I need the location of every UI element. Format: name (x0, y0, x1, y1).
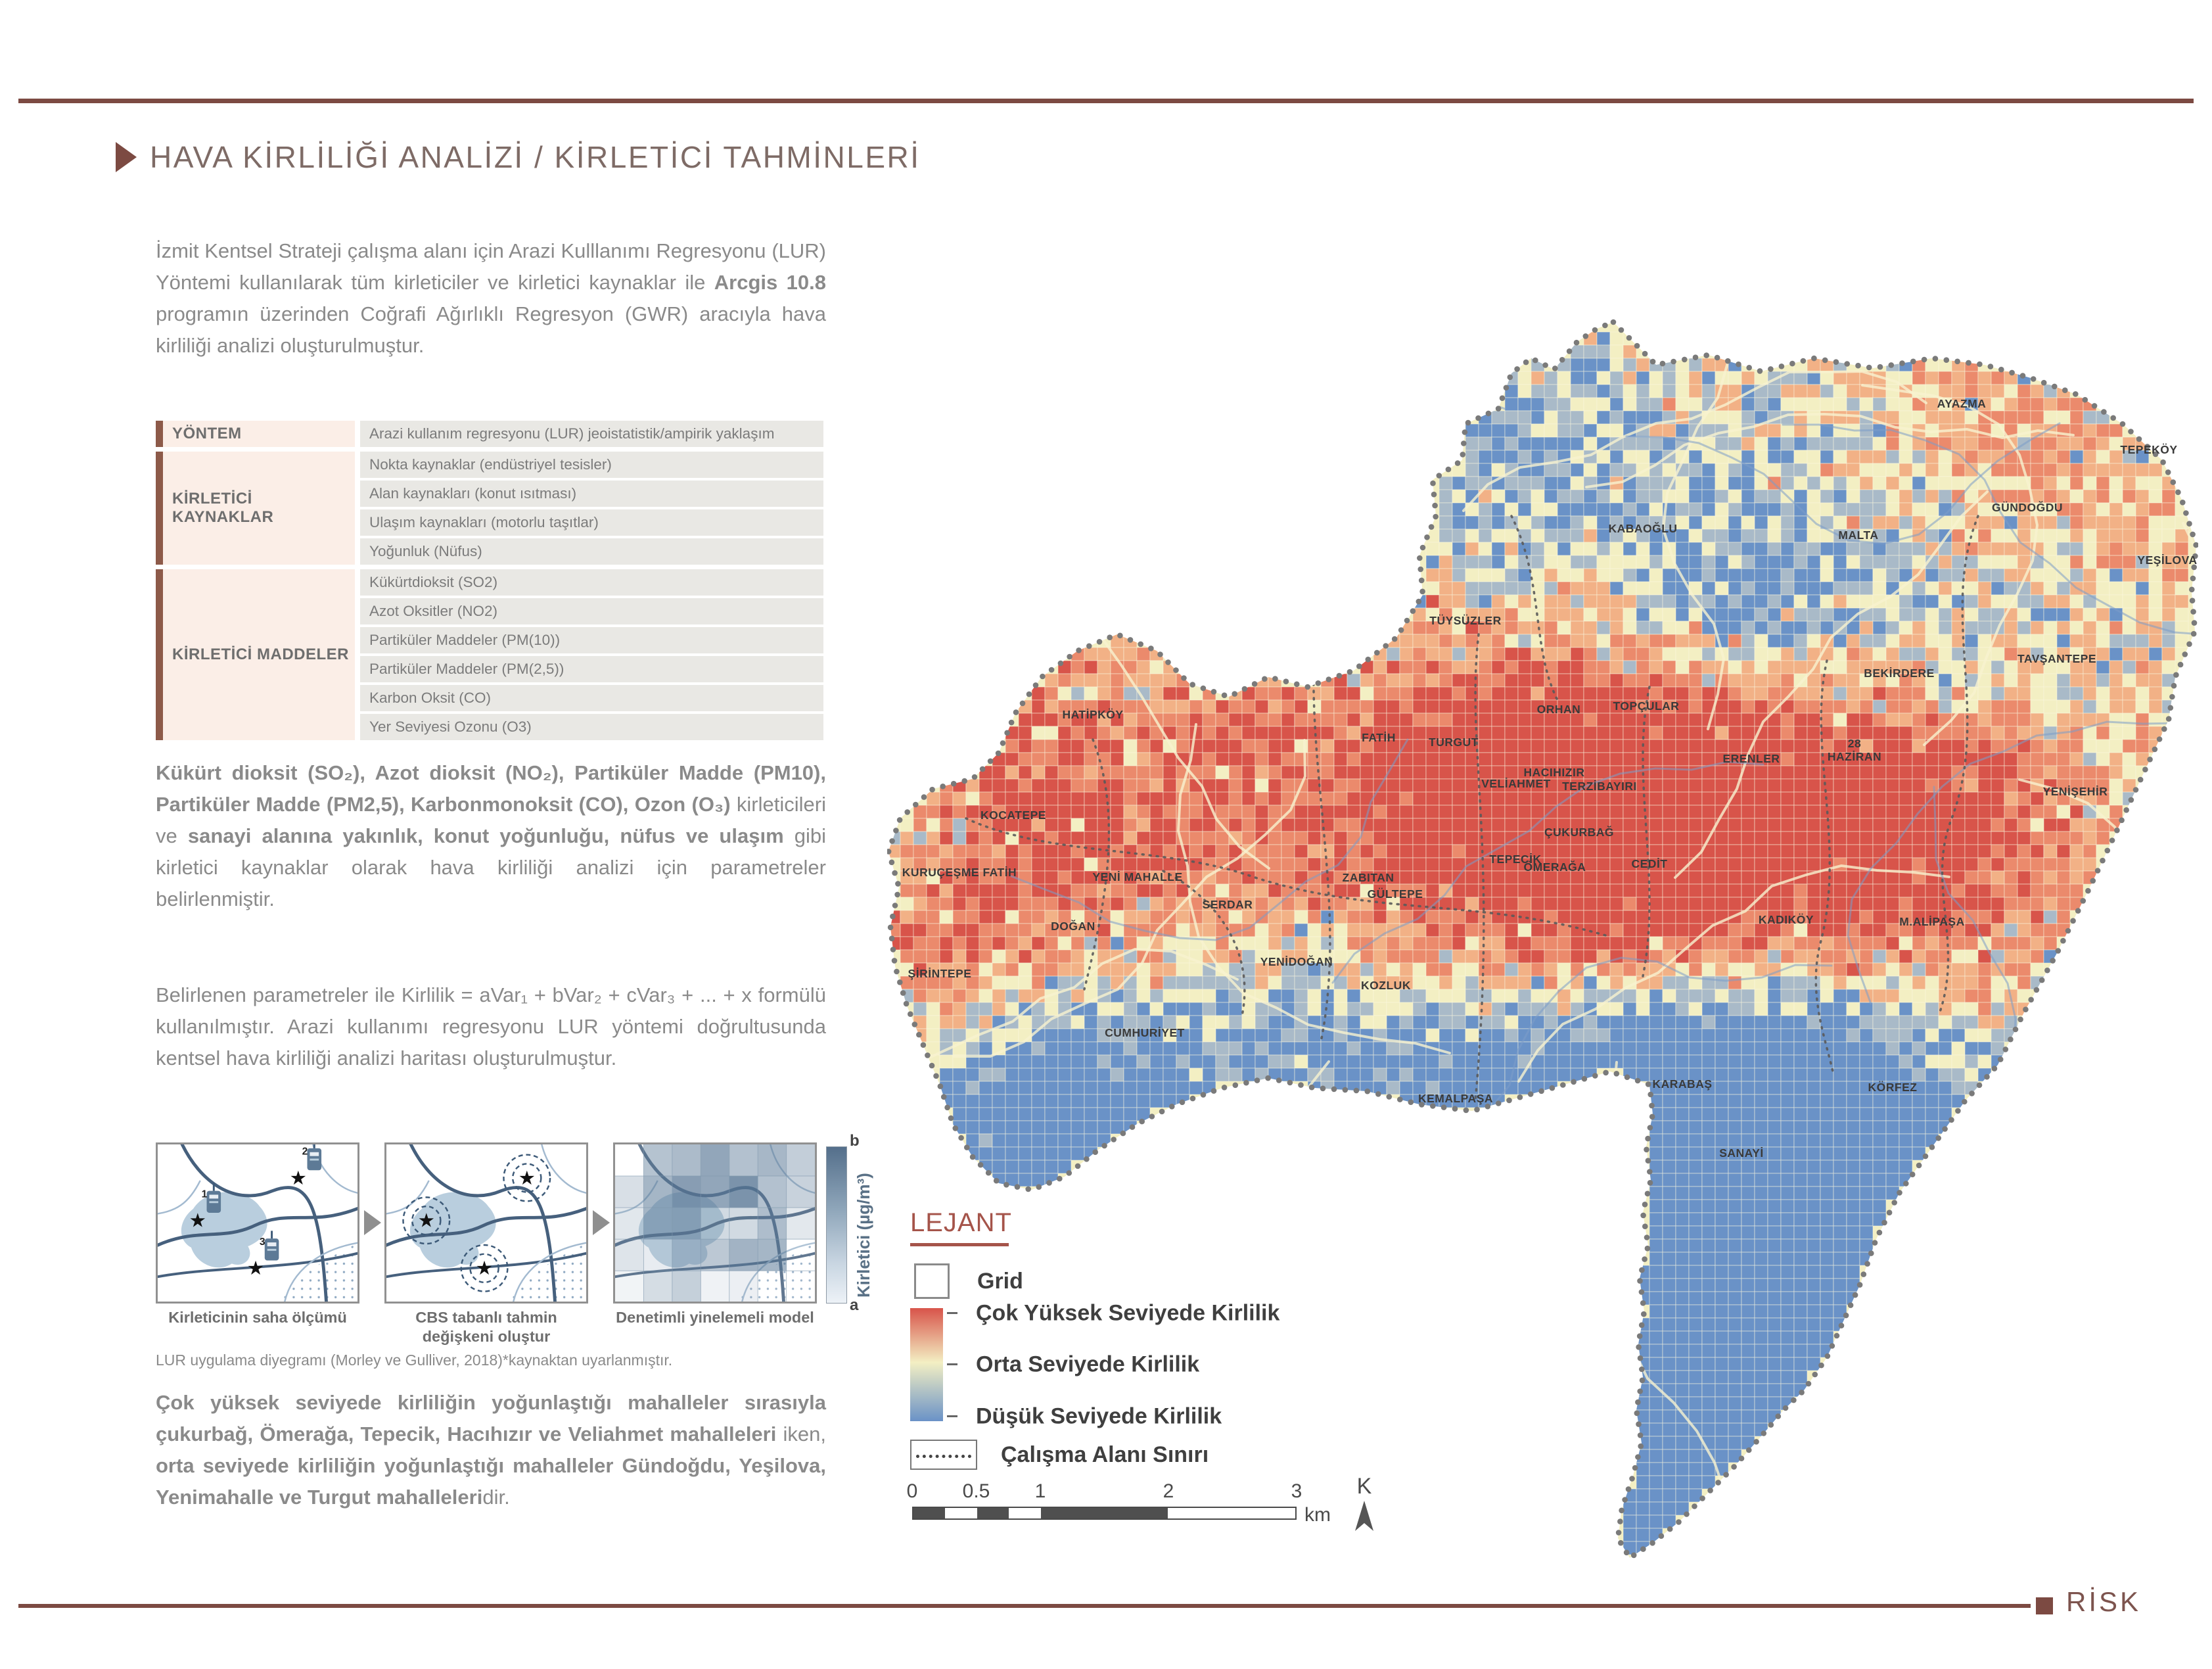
north-arrow-icon (1350, 1499, 1379, 1534)
legend-item-label: Orta Seviyede Kirlilik (976, 1352, 1200, 1377)
map-label: SANAYİ (1719, 1146, 1764, 1160)
scale-tick-label: 0.5 (962, 1480, 990, 1502)
legend-title-underline (910, 1243, 1009, 1246)
svg-text:★: ★ (475, 1258, 494, 1280)
map-label: ERENLER (1722, 752, 1780, 765)
map-label: ZABITAN (1342, 871, 1394, 884)
brand-label: RİSK (2066, 1586, 2142, 1617)
table-row: Alan kaynakları (konut ısıtması) (360, 481, 823, 507)
map-label: KEMALPAŞA (1417, 1092, 1494, 1105)
legend-item-grid (914, 1263, 1357, 1299)
table-group (156, 421, 823, 447)
table-row: Azot Oksitler (NO2) (360, 598, 823, 624)
map-label: ORHAN (1536, 703, 1581, 716)
map-label: TÜYSÜZLER (1429, 614, 1502, 627)
scale-tick-label: 0 (906, 1480, 918, 1502)
colorbar-bottom-letter: a (850, 1296, 859, 1314)
table-row: Partiküler Maddeler (PM(2,5)) (360, 656, 823, 682)
scale-unit-label: km (1304, 1504, 1331, 1526)
map-label: YENİŞEHİR (2042, 785, 2108, 798)
table-row: Nokta kaynaklar (endüstriyel tesisler) (360, 452, 823, 478)
grid-swatch (914, 1263, 950, 1299)
legend-item-label: Düşük Seviyede Kirlilik (976, 1403, 1222, 1429)
diagram-supervised-model (613, 1142, 817, 1304)
table-group-label: KİRLETİCİ MADDELER (156, 569, 355, 740)
lur-diagram-strip (156, 1132, 892, 1359)
map-label: KOCATEPE (980, 809, 1046, 822)
legend (910, 1208, 1357, 1470)
map-label: BEKİRDERE (1864, 667, 1935, 680)
map-label: FATİH (1362, 731, 1396, 744)
map-label: AYAZMA (1937, 397, 1987, 410)
map-label: YEŞİLOVA (2137, 553, 2198, 567)
study-area-swatch (910, 1440, 977, 1470)
legend-gradient (910, 1300, 1357, 1429)
svg-text:★: ★ (417, 1210, 435, 1232)
map-label: HATİPKÖY (1062, 708, 1124, 721)
arrow-right-icon (593, 1210, 610, 1235)
map-label: GÜNDOĞDU (1991, 501, 2063, 514)
map-label: KADIKÖY (1758, 913, 1814, 926)
table-group-label: KİRLETİCİ KAYNAKLAR (156, 452, 355, 565)
pollution-gradient-swatch (910, 1308, 943, 1421)
diagram-source-note: LUR uygulama diyegramı (Morley ve Gulliver, 2018)*kaynaktan uyarlanmıştır. (156, 1352, 673, 1369)
map-label: TEPEKÖY (2120, 443, 2178, 456)
svg-text:★: ★ (518, 1167, 536, 1189)
svg-text:1: 1 (201, 1188, 208, 1200)
legend-item-boundary (910, 1440, 1357, 1470)
svg-text:★: ★ (246, 1258, 265, 1280)
map-label: TEPECİK (1489, 853, 1542, 866)
svg-text:★: ★ (189, 1210, 206, 1232)
scale-bar-segments (912, 1507, 1297, 1520)
table-row: Partiküler Maddeler (PM(10)) (360, 627, 823, 653)
map-label: CEDİT (1631, 857, 1668, 870)
table-group (156, 452, 823, 565)
top-rule (18, 99, 2194, 103)
page-title: HAVA KİRLİLİĞİ ANALİZİ / KİRLETİCİ TAHMİNLERİ (150, 140, 921, 174)
table-row: Kükürtdioksit (SO2) (360, 569, 823, 596)
map-label: ÖMERAĞA (1523, 860, 1586, 874)
diagram-caption: Denetimli yinelemeli model (616, 1309, 814, 1326)
table-row: Yer Seviyesi Ozonu (O3) (360, 714, 823, 740)
map-label: M.ALİPAŞA (1899, 915, 1965, 928)
table-group-label: YÖNTEM (156, 421, 355, 447)
scale-tick-label: 3 (1291, 1480, 1302, 1502)
north-label: K (1356, 1474, 1372, 1499)
map-label: YENİ MAHALLE (1092, 870, 1183, 883)
diagram-field-measurement (156, 1142, 359, 1304)
table-row: Yoğunluk (Nüfus) (360, 538, 823, 565)
map-label: KABAOĞLU (1608, 522, 1678, 535)
formula-paragraph: Belirlenen parametreler ile Kirlilik = aVar₁ + bVar₂ + cVar₃ + ... + x formülü kullanılmıştır. Arazi kullanımı regresyonu LUR yöntemi doğrultusunda kentsel hava kirliliği analizi haritası oluşturulmuştur. (156, 983, 826, 1070)
map-label: TERZİBAYIRI (1562, 780, 1637, 793)
table-row: Arazi kullanım regresyonu (LUR) jeoistatistik/ampirik yaklaşım (360, 421, 823, 447)
diagram-caption: CBS tabanlı tahmin değişkeni oluştur (415, 1309, 557, 1346)
map-label: KARABAŞ (1652, 1077, 1713, 1091)
table-group (156, 569, 823, 740)
map-label: CUMHURİYET (1105, 1026, 1185, 1039)
legend-item-label: Çalışma Alanı Sınırı (1001, 1442, 1209, 1467)
bottom-rule (18, 1604, 2031, 1608)
north-arrow (1345, 1474, 1384, 1540)
title-arrow-icon (116, 142, 137, 172)
map-label: DOĞAN (1051, 920, 1095, 933)
scale-tick-label: 1 (1034, 1480, 1046, 1502)
intro-paragraph: İzmit Kentsel Strateji çalışma alanı için Arazi Kulllanımı Regresyonu (LUR) Yöntemi kullanılarak tüm kirleticiler ve kirletici kaynaklar ile Arcgis 10.8 programın üzerinden Coğrafi Ağırlıklı Regresyon (GWR) aracıyla hava kirliliği analizi oluşturulmuştur. (156, 239, 827, 358)
results-paragraph: Çok yüksek seviyede kirliliğin yoğunlaştığı mahalleler sırasıyla çukurbağ, Ömerağa, Tepecik, Hacıhızır ve Veliahmet mahalleleri iken, orta seviyede kirliliğin yoğunlaştığı mahalleler Gündoğdu, Yeşilova, Yenimahalle ve Turgut mahalleleridir. (156, 1391, 826, 1509)
method-table (156, 421, 823, 740)
legend-item-label: Çok Yüksek Seviyede Kirlilik (976, 1300, 1280, 1326)
arrow-right-icon (364, 1210, 381, 1235)
diagram-caption: Kirleticinin saha ölçümü (168, 1309, 347, 1326)
map-label: VELİAHMET (1481, 777, 1551, 790)
map-label: YENİDOĞAN (1260, 955, 1333, 968)
table-row: Ulaşım kaynakları (motorlu taşıtlar) (360, 509, 823, 536)
svg-text:2: 2 (302, 1146, 308, 1158)
map-label: SERDAR (1202, 898, 1253, 911)
svg-text:★: ★ (289, 1167, 307, 1189)
page-header (116, 139, 921, 175)
diagram-gis-variable (384, 1142, 588, 1304)
pollutants-paragraph: Kükürt dioksit (SO₂), Azot dioksit (NO₂), Partiküler Madde (PM10), Partiküler Madde (PM2,5), Karbonmonoksit (CO), Ozon (O₃) kirleticileri ve sanayi alanına yakınlık, konut yoğunluğu, nüfus ve ulaşım gibi kirletici kaynaklar olarak hava kirliliği analizi için parametreler belirlenmiştir. (156, 761, 826, 911)
map-label: MALTA (1838, 529, 1879, 542)
map-label: TURGUT (1429, 736, 1479, 749)
table-row: Karbon Oksit (CO) (360, 685, 823, 711)
svg-text:3: 3 (259, 1236, 265, 1248)
map-label: ŞİRİNTEPE (908, 967, 972, 980)
scale-bar (906, 1480, 1385, 1533)
map-label: ÇUKURBAĞ (1544, 826, 1615, 839)
scale-tick-label: 2 (1163, 1480, 1174, 1502)
map-label: TAVŞANTEPE (2017, 652, 2097, 665)
map-label: TOPÇULAR (1613, 699, 1680, 713)
map-label: KURUÇEŞME FATİH (902, 866, 1017, 879)
diagram-colorbar (826, 1146, 847, 1304)
brand-square-icon (2036, 1597, 2053, 1614)
legend-item-label: Grid (977, 1268, 1023, 1294)
map-label: GÜLTEPE (1367, 887, 1423, 901)
map-label: KOZLUK (1361, 979, 1411, 992)
legend-title: LEJANT (910, 1208, 1012, 1237)
map-label: HACIHIZIR (1523, 766, 1585, 779)
colorbar-axis-label: Kirletici (µg/m³) (854, 1173, 873, 1298)
map-label: KÖRFEZ (1868, 1081, 1918, 1094)
map-label: 28 HAZİRAN (1827, 737, 1882, 763)
colorbar-top-letter: b (850, 1132, 860, 1150)
